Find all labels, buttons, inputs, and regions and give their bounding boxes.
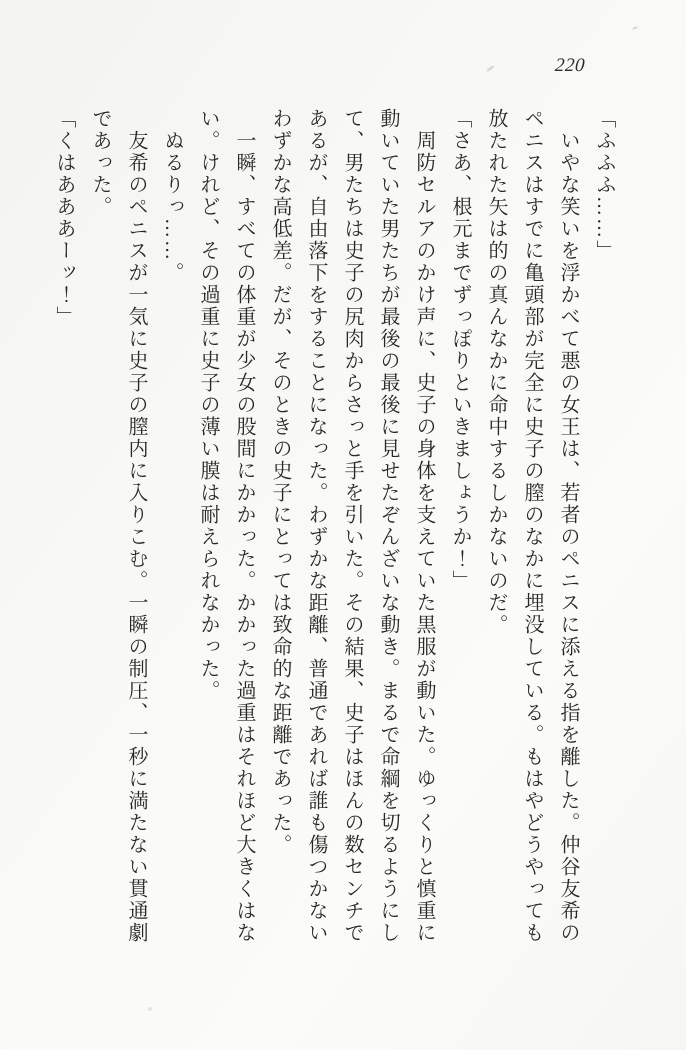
- paragraph: 「くはあああーッ！」: [53, 108, 75, 328]
- scan-speck: [632, 26, 638, 30]
- scan-speck: [486, 65, 495, 73]
- paragraph: いやな笑いを浮かべて悪の女王は、若者のペニスに添える指を離した。仲谷友希のペニスはすでに亀頭部が完全に史子の膣のなかに埋没している。もはやどうやっても放たれた矢は的の真んなかに命中するしかないのだ。: [485, 108, 579, 944]
- page-number: 220: [554, 55, 586, 76]
- paragraph: 「さあ、根元までずっぽりといきましょうか！」: [449, 108, 471, 592]
- paragraph: 友希のペニスが一気に史子の膣内に入りこむ。一瞬の制圧、一秒に満たない貫通劇であった。: [89, 108, 147, 944]
- paragraph: 一瞬、すべての体重が少女の股間にかかった。かかった過重はそれほど大きくはない。けれど、その過重に史子の薄い膜は耐えられなかった。: [197, 108, 255, 944]
- paragraph: ぬるりっ……。: [161, 130, 183, 284]
- page-text: [46, 108, 622, 948]
- paragraph: 周防セルアのかけ声に、史子の身体を支えていた黒服が動いた。ゆっくりと慎重に動いていた男たちが最後の最後に見せたぞんざいな動き。まるで命綱を切るようにして、男たちは史子の尻肉からさっと手を引いた。その結果、史子はほんの数センチであるが、自由落下をすることになった。わずかな距離、普通であれば誰も傷つかないわずかな高低差。だが、そのときの史子にとっては致命的な距離であった。: [269, 108, 435, 944]
- paragraph: 「ふふふ……」: [593, 108, 615, 262]
- scan-speck: [148, 1007, 152, 1011]
